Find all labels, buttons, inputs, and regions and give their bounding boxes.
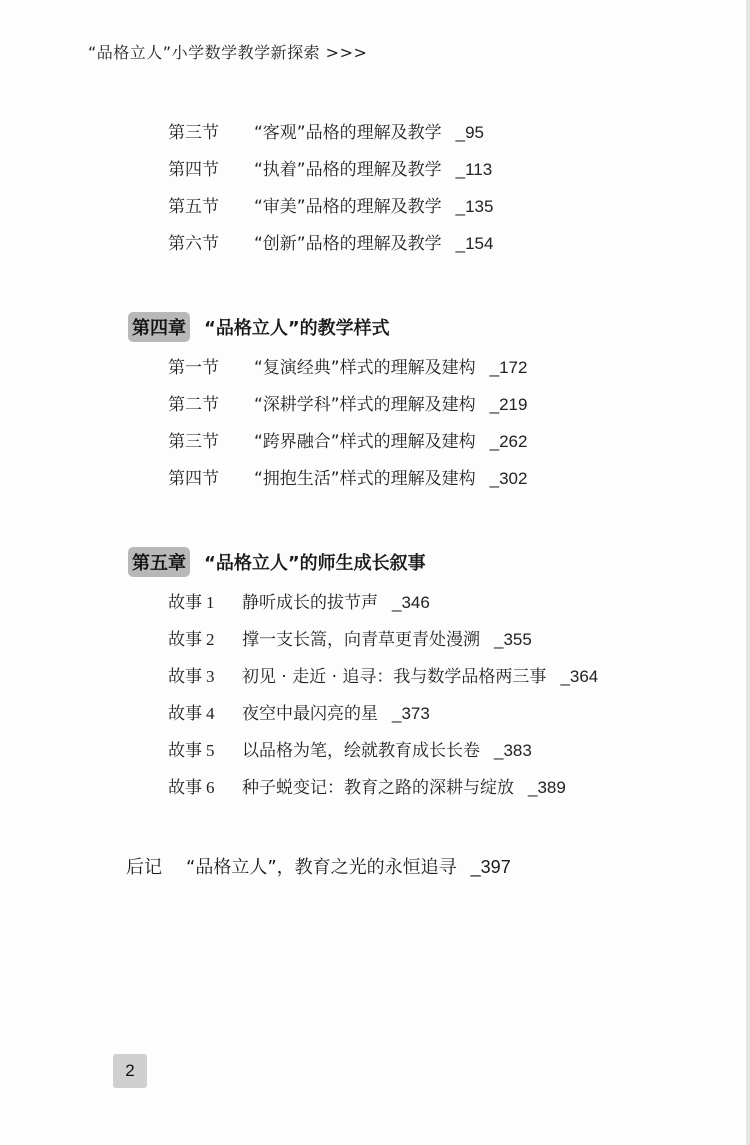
toc-entry[interactable] — [168, 773, 566, 798]
afterword-entry[interactable] — [126, 853, 511, 879]
toc-entry[interactable] — [168, 229, 493, 254]
section-title: “客观”品格的理解及教学 — [254, 123, 442, 143]
page-ref: _113 — [455, 160, 493, 179]
page-ref: _95 — [455, 123, 484, 142]
chapter-badge: 第四章 — [128, 312, 190, 342]
story-number — [168, 588, 242, 613]
chapter-title: “品格立人”的师生成长叙事 — [204, 553, 426, 574]
section-title: “创新”品格的理解及教学 — [254, 234, 442, 254]
story-index: 5 — [206, 741, 215, 760]
page-ref: _389 — [528, 778, 566, 797]
story-label: 故事 — [168, 593, 202, 613]
page-ref: _135 — [455, 197, 494, 216]
page-ref: _172 — [489, 358, 528, 377]
page-ref: _154 — [455, 234, 494, 253]
toc-entry[interactable] — [168, 155, 492, 180]
story-number — [168, 662, 242, 687]
running-header: “品格立人”小学数学教学新探索 >>> — [88, 43, 368, 62]
toc-entry[interactable] — [168, 588, 430, 613]
section-title: “深耕学科”样式的理解及建构 — [254, 395, 476, 415]
page-ref: _262 — [489, 432, 528, 451]
toc-entry[interactable] — [168, 699, 430, 724]
story-title: 夜空中最闪亮的星 — [242, 704, 378, 724]
page-ref: _383 — [494, 741, 532, 760]
story-index: 2 — [206, 630, 215, 649]
story-number — [168, 699, 242, 724]
page-ref: _397 — [470, 857, 511, 877]
toc-entry[interactable] — [168, 736, 532, 761]
story-index: 4 — [206, 704, 215, 723]
toc-entry[interactable] — [168, 353, 527, 378]
section-number: 第三节 — [168, 432, 219, 452]
section-title: “拥抱生活”样式的理解及建构 — [254, 469, 476, 489]
story-label: 故事 — [168, 667, 202, 687]
chapter-heading[interactable] — [128, 312, 390, 342]
afterword-title: “品格立人”，教育之光的永恒追寻 — [186, 857, 457, 878]
section-number: 第四节 — [168, 469, 219, 489]
story-title: 种子蜕变记：教育之路的深耕与绽放 — [242, 778, 514, 798]
story-label: 故事 — [168, 778, 202, 798]
chapter-heading[interactable] — [128, 547, 426, 577]
page-ref: _346 — [392, 593, 430, 612]
toc-entry[interactable] — [168, 625, 532, 650]
story-title: 初见 · 走近 · 追寻：我与数学品格两三事 — [242, 667, 547, 687]
section-number: 第六节 — [168, 234, 219, 254]
section-number: 第五节 — [168, 197, 219, 217]
chapter-title: “品格立人”的教学样式 — [204, 318, 390, 339]
page-number: 2 — [113, 1054, 147, 1088]
chapter-badge: 第五章 — [128, 547, 190, 577]
section-number: 第四节 — [168, 160, 219, 180]
toc-entry[interactable] — [168, 118, 484, 143]
story-number — [168, 773, 242, 798]
afterword-label: 后记 — [126, 857, 162, 878]
page-ref: _219 — [489, 395, 528, 414]
section-title: “跨界融合”样式的理解及建构 — [254, 432, 476, 452]
story-title: 以品格为笔，绘就教育成长长卷 — [242, 741, 480, 761]
toc-entry[interactable] — [168, 464, 527, 489]
page-ref: _302 — [489, 469, 528, 488]
toc-entry[interactable] — [168, 192, 493, 217]
toc-entry[interactable] — [168, 662, 598, 687]
story-label: 故事 — [168, 630, 202, 650]
section-title: “复演经典”样式的理解及建构 — [254, 358, 476, 378]
section-number: 第三节 — [168, 123, 219, 143]
section-title: “执着”品格的理解及教学 — [254, 160, 442, 180]
story-label: 故事 — [168, 741, 202, 761]
story-index: 6 — [206, 778, 215, 797]
story-index: 3 — [206, 667, 215, 686]
toc-entry[interactable] — [168, 390, 527, 415]
story-number — [168, 625, 242, 650]
page-ref: _355 — [494, 630, 532, 649]
section-number: 第二节 — [168, 395, 219, 415]
story-index: 1 — [206, 593, 215, 612]
story-title: 静听成长的拔节声 — [242, 593, 378, 613]
page-ref: _373 — [392, 704, 430, 723]
story-number — [168, 736, 242, 761]
toc-entry[interactable] — [168, 427, 527, 452]
story-title: 撑一支长篙，向青草更青处漫溯 — [242, 630, 480, 650]
story-label: 故事 — [168, 704, 202, 724]
section-number: 第一节 — [168, 358, 219, 378]
section-title: “审美”品格的理解及教学 — [254, 197, 442, 217]
page-edge — [746, 0, 750, 1145]
page-ref: _364 — [560, 667, 599, 686]
